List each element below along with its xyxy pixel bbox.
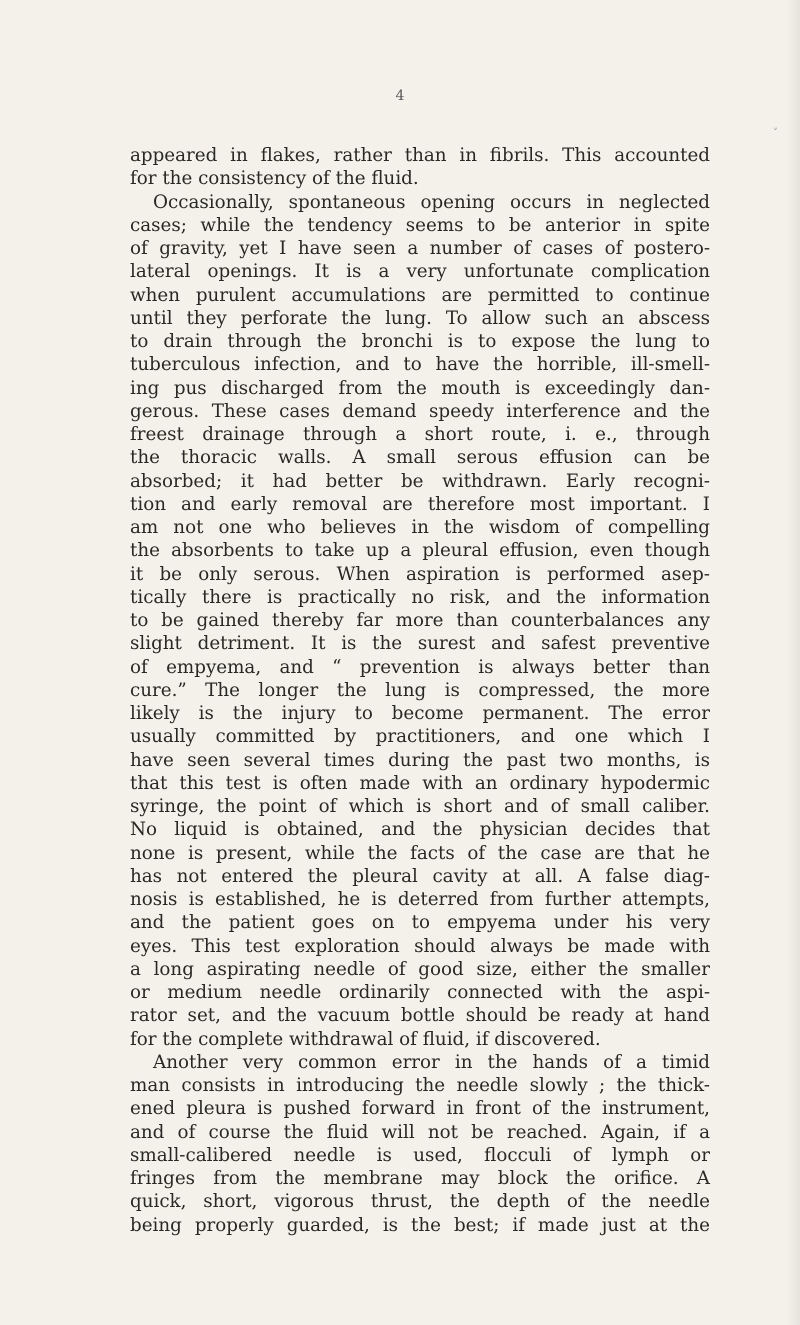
text-line: and of course the fluid will not be reached. Again, if a [130,1121,710,1143]
text-line: am not one who believes in the wisdom of compelling [130,517,710,538]
text-line: none is present, while the facts of the case are that he [130,842,710,864]
text-line: slight detriment. It is the surest and safest preventive [130,633,710,655]
text-line: fringes from the membrane may block the orifice. A [130,1168,710,1189]
page-edge-shadow [786,0,800,1325]
text-line: likely is the injury to become permanent. The error [130,703,710,724]
text-line: Another very common error in the hands of a timid [153,1051,710,1073]
text-line: absorbed; it had better be withdrawn. Early recogni- [130,470,710,492]
text-line: that this test is often made with an ordinary hypodermic [130,772,710,794]
text-line: eyes. This test exploration should always be made with [130,935,710,957]
text-line: being properly guarded, is the best; if made just at the [130,1214,710,1236]
text-line: usually committed by practitioners, and one which I [130,726,710,748]
text-line: small-calibered needle is used, flocculi of lymph or [130,1144,710,1166]
text-line: it be only serous. When aspiration is performed asep- [130,563,710,585]
text-line: to be gained thereby far more than counterbalances any [130,610,710,631]
text-line: ing pus discharged from the mouth is exceedingly dan- [130,377,710,399]
text-line: man consists in introducing the needle slowly ; the thick- [130,1075,710,1096]
text-line: lateral openings. It is a very unfortunate complication [130,261,710,283]
text-line: or medium needle ordinarily connected with the aspi- [130,982,710,1003]
text-line: rator set, and the vacuum bottle should be ready at hand [130,1005,710,1027]
text-line: nosis is established, he is deterred from further attempts, [130,889,710,910]
text-line: ened pleura is pushed forward in front of the instrument, [130,1098,710,1120]
text-line: to drain through the bronchi is to expose the lung to [130,331,710,352]
text-line: tically there is practically no risk, and the information [130,586,710,608]
text-line: cases; while the tendency seems to be anterior in spite [130,214,710,236]
text-line: gerous. These cases demand speedy interference and the [130,400,710,422]
scan-mark: ˅ [773,128,778,139]
page-number: 4 [395,88,405,104]
text-line: No liquid is obtained, and the physician decides that [130,819,710,841]
text-line: Occasionally, spontaneous opening occurs in neglected [153,191,710,213]
text-line: the absorbents to take up a pleural effusion, even though [130,540,710,562]
text-line: for the complete withdrawal of fluid, if discovered. [130,1028,601,1050]
text-line: tion and early removal are therefore most important. I [130,493,710,515]
text-line: appeared in flakes, rather than in fibrils. This accounted [130,145,710,166]
text-line: have seen several times during the past two months, is [130,749,710,771]
text-line: until they perforate the lung. To allow such an abscess [130,307,710,329]
text-line: a long aspirating needle of good size, either the smaller [130,958,710,980]
text-line: cure.” The longer the lung is compressed, the more [130,679,710,701]
text-line: the thoracic walls. A small serous effusion can be [130,447,710,469]
text-line: freest drainage through a short route, i. e., through [130,424,710,445]
text-line: when purulent accumulations are permitted to continue [130,284,710,306]
text-line: has not entered the pleural cavity at all. A false diag- [130,865,710,887]
text-line: and the patient goes on to empyema under his very [130,912,710,934]
text-line: of empyema, and “ prevention is always better than [130,656,710,678]
text-line: of gravity, yet I have seen a number of cases of postero- [130,238,710,259]
text-line: quick, short, vigorous thrust, the depth of the needle [130,1191,710,1213]
text-line: for the consistency of the fluid. [130,168,419,190]
text-line: syringe, the point of which is short and of small caliber. [130,796,710,817]
text-line: tuberculous infection, and to have the horrible, ill-smell- [130,354,710,376]
